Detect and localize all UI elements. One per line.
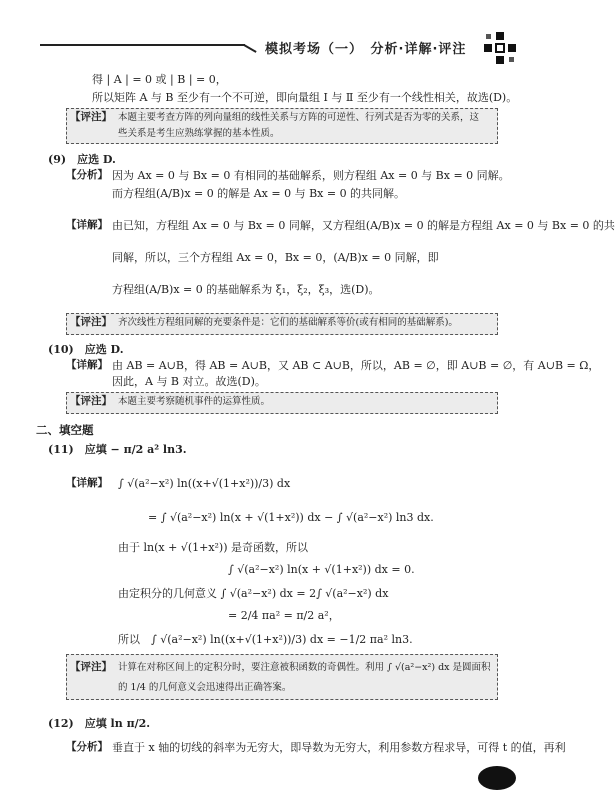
- question-answer: [48, 716, 150, 731]
- answer-value: π/2.: [126, 717, 151, 730]
- text-line: 因此，A 与 B 对立。故选(D)。: [112, 375, 266, 388]
- comment-tag: 【评注】: [70, 316, 112, 328]
- question-answer: [48, 442, 187, 457]
- math-line: 由定积分的几何意义 ∫ √(a²−x²) dx = 2∫ √(a²−x²) dx: [118, 587, 389, 600]
- solution-tag: 【详解】: [66, 359, 108, 371]
- solution-tag: 【详解】: [66, 219, 108, 231]
- answer-value: π/2 a² ln3.: [123, 443, 187, 456]
- text-line: 所以矩阵 A 与 B 至少有一个不可逆，即向量组 Ⅰ 与 Ⅱ 至少有一个线性相关，故选(D)。: [92, 91, 518, 104]
- comment-text: 计算在对称区间上的定积分时，要注意被积函数的奇偶性。利用 ∫ √(a²−x²) dx 是圆面积: [118, 662, 491, 673]
- text-line: 由 AB = A∪B，得 AB = A∪B，又 AB ⊂ A∪B，所以，AB = ∅，即 A∪B = ∅，有 A∪B = Ω，: [112, 359, 600, 372]
- solution-tag: 【详解】: [66, 477, 108, 489]
- analysis-tag: 【分析】: [66, 741, 108, 753]
- text-line: 同解，所以，三个方程组 Ax = 0，Bx = 0，(A/B)x = 0 同解，即: [112, 251, 439, 264]
- math-line: ∫ √(a²−x²) ln((x+√(1+x²))/3) dx: [118, 477, 291, 490]
- comment-text: 些关系是考生应熟练掌握的基本性质。: [118, 128, 280, 139]
- answer-prefix: (11) 应填 −: [48, 443, 120, 456]
- comment-text: 齐次线性方程组同解的充要条件是：它们的基础解系等价(或有相同的基础解系)。: [118, 317, 458, 328]
- comment-tag: 【评注】: [70, 661, 112, 673]
- analysis-tag: 【分析】: [66, 169, 108, 181]
- header-ornament-icon: [482, 30, 518, 66]
- running-header: 模拟考场（一） 分析·详解·评注: [265, 42, 467, 57]
- math-line: = 2/4 πa² = π/2 a²，: [228, 609, 340, 622]
- question-answer: (10) 应选 D.: [48, 343, 124, 356]
- comment-text: 本题主要考察随机事件的运算性质。: [118, 396, 271, 407]
- answer-prefix: (12) 应填 ln: [48, 717, 123, 730]
- text-line: 得 | A | = 0 或 | B | = 0，: [92, 73, 227, 86]
- question-answer: (9) 应选 D.: [48, 153, 116, 166]
- page-number-badge: [478, 766, 516, 790]
- text-line: 因为 Ax = 0 与 Bx = 0 有相同的基础解系，则方程组 Ax = 0 与 Bx = 0 同解。: [112, 169, 510, 182]
- math-line: = ∫ √(a²−x²) ln(x + √(1+x²)) dx − ∫ √(a²−x²) ln3 dx.: [148, 511, 434, 524]
- section-heading: 二、填空题: [36, 423, 94, 437]
- text-line: 由于 ln(x + √(1+x²)) 是奇函数，所以: [118, 541, 309, 554]
- math-line: 所以 ∫ √(a²−x²) ln((x+√(1+x²))/3) dx = −1/2 πa² ln3.: [118, 633, 413, 646]
- header-rule: [40, 44, 245, 46]
- text-line: 而方程组(A/B)x = 0 的解是 Ax = 0 与 Bx = 0 的共同解。: [112, 187, 406, 200]
- comment-text: 的 1/4 的几何意义会迅速得出正确答案。: [118, 682, 292, 693]
- text-line: 由已知，方程组 Ax = 0 与 Bx = 0 同解，又方程组(A/B)x = 0 的解是方程组 Ax = 0 与 Bx = 0 的共: [112, 219, 615, 232]
- comment-tag: 【评注】: [70, 395, 112, 407]
- comment-text: 本题主要考查方阵的列向量组的线性关系与方阵的可逆性、行列式是否为零的关系，这: [118, 112, 480, 123]
- text-line: 垂直于 x 轴的切线的斜率为无穷大，即导数为无穷大，利用参数方程求导，可得 t 的值，再利: [112, 741, 566, 754]
- text-line: 方程组(A/B)x = 0 的基础解系为 ξ₁，ξ₂，ξ₃，选(D)。: [112, 283, 380, 296]
- header-rule-tick: [244, 44, 257, 53]
- comment-tag: 【评注】: [70, 111, 112, 123]
- math-line: ∫ √(a²−x²) ln(x + √(1+x²)) dx = 0.: [228, 563, 415, 576]
